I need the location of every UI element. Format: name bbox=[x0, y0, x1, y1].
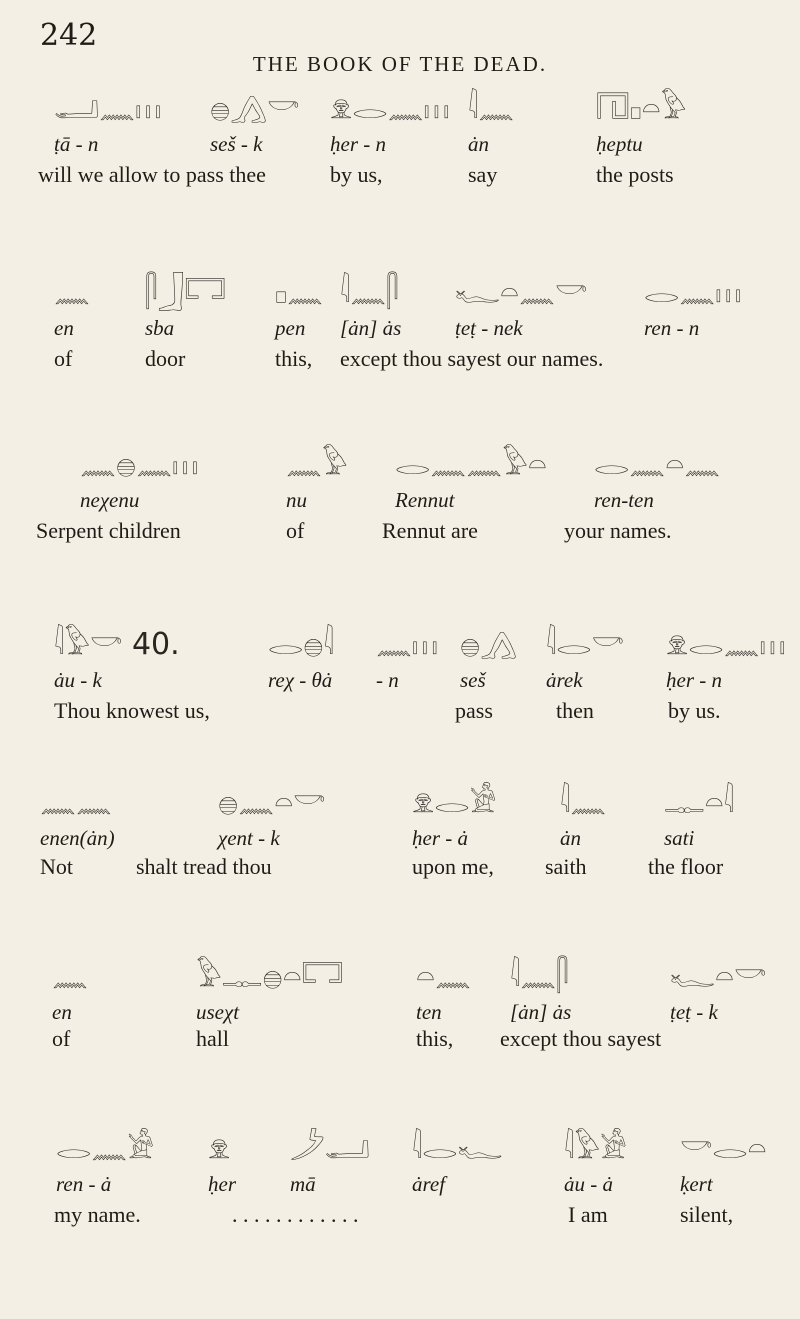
translation: of bbox=[54, 346, 73, 371]
hieroglyphs: 𓈖𓐍𓈖𓏥 bbox=[80, 447, 199, 482]
translation: this, bbox=[275, 346, 313, 371]
word bbox=[290, 1132, 370, 1196]
word bbox=[664, 786, 734, 850]
word bbox=[54, 628, 180, 692]
hieroglyphs: 𓂋𓈖𓀀 bbox=[56, 1131, 155, 1166]
transliteration: ȧn bbox=[560, 826, 581, 850]
hieroglyphs: 𓇋𓈖 bbox=[560, 785, 607, 820]
hieroglyphs: 𓁷𓂋𓈖𓏥 bbox=[666, 627, 786, 662]
translation: by us. bbox=[668, 698, 721, 723]
hieroglyphs: 𓂝𓈖𓏥 bbox=[54, 91, 162, 126]
translation: saith bbox=[545, 854, 587, 879]
hieroglyphs: 𓋴𓃀𓉐 bbox=[145, 275, 226, 310]
word bbox=[40, 786, 115, 850]
transliteration: seš - k bbox=[210, 132, 263, 156]
transliteration: neχenu bbox=[80, 488, 140, 512]
hieroglyphs: 𓈖𓈖 bbox=[40, 785, 112, 820]
translation: say bbox=[468, 162, 498, 187]
word bbox=[395, 448, 547, 512]
transliteration: ren - n bbox=[644, 316, 700, 340]
transliteration: useχt bbox=[196, 1000, 240, 1024]
hieroglyphs: 𓇋𓅱𓎡 40. bbox=[54, 627, 180, 662]
transliteration: ḥer - ȧ bbox=[412, 826, 468, 850]
transliteration: reχ - θȧ bbox=[268, 668, 333, 692]
transliteration: ḥer bbox=[208, 1172, 236, 1196]
word bbox=[560, 786, 606, 850]
transliteration: [ȧn] ȧs bbox=[340, 316, 402, 340]
transliteration: ȧref bbox=[412, 1172, 446, 1196]
word bbox=[56, 1132, 154, 1196]
word bbox=[80, 448, 198, 512]
word bbox=[412, 1132, 503, 1196]
transliteration: sati bbox=[664, 826, 695, 850]
transliteration: ȧn bbox=[468, 132, 489, 156]
translation: Not bbox=[40, 854, 73, 879]
word bbox=[52, 960, 88, 1024]
translation: Thou knowest us, bbox=[54, 698, 210, 723]
transliteration: ḥer - n bbox=[666, 668, 722, 692]
hieroglyphs: 𓁷𓂋𓀀 bbox=[412, 785, 497, 820]
translation: pass bbox=[455, 698, 493, 723]
transliteration: ḳert bbox=[680, 1172, 713, 1196]
word bbox=[210, 92, 300, 156]
translation: door bbox=[145, 346, 186, 371]
word bbox=[286, 448, 348, 512]
word bbox=[54, 92, 161, 156]
transliteration: mā bbox=[290, 1172, 316, 1196]
translation: I am bbox=[568, 1202, 608, 1227]
word bbox=[416, 960, 471, 1024]
hieroglyphs: 𓂋𓈖𓏏𓈖 bbox=[594, 447, 721, 482]
hieroglyphs: 𓊃𓏏𓇋 bbox=[664, 785, 734, 820]
hieroglyphs: 𓏏𓈖 bbox=[416, 959, 471, 994]
transliteration: seš bbox=[460, 668, 486, 692]
translation: the posts bbox=[596, 162, 674, 187]
transliteration: ren-ten bbox=[594, 488, 654, 512]
hieroglyphs: 𓎡𓂋𓏏 bbox=[680, 1131, 767, 1166]
word bbox=[644, 276, 741, 340]
translation: Rennut are bbox=[382, 518, 478, 543]
hieroglyphs: 𓂋𓈖𓏥 bbox=[644, 275, 742, 310]
transliteration: Rennut bbox=[395, 488, 455, 512]
hieroglyphs: 𓅱𓊃𓐍𓏏𓉐 bbox=[196, 959, 344, 994]
hieroglyphs: 𓈖 bbox=[54, 275, 90, 310]
hieroglyphs: 𓁷𓂋𓈖𓏥 bbox=[330, 91, 450, 126]
translation: shalt tread thou bbox=[136, 854, 272, 879]
word bbox=[670, 960, 766, 1024]
hieroglyphs: 𓇋𓈖𓋴 bbox=[510, 959, 569, 994]
word bbox=[546, 628, 624, 692]
transliteration: pen bbox=[275, 316, 306, 340]
hieroglyphs: 𓈖𓅱 bbox=[286, 447, 348, 482]
translation: hall bbox=[196, 1026, 229, 1051]
word bbox=[666, 628, 785, 692]
hieroglyphs: 𓁷 bbox=[208, 1131, 231, 1166]
translation: except thou sayest our names. bbox=[340, 346, 604, 371]
word bbox=[218, 786, 326, 850]
hieroglyphs: 𓊪𓈖 bbox=[275, 275, 323, 310]
word bbox=[596, 92, 686, 156]
hieroglyphs: 𓐍𓈖𓏏𓎡 bbox=[218, 785, 326, 820]
hieroglyphs: 𓈖𓏥 bbox=[376, 627, 438, 662]
hieroglyphs: 𓈖 bbox=[52, 959, 88, 994]
hieroglyphs: 𓂋𓈖𓈖𓅱𓏏 bbox=[395, 447, 547, 482]
word bbox=[340, 276, 401, 340]
translation: Serpent children bbox=[36, 518, 181, 543]
word bbox=[268, 628, 334, 692]
translation: will we allow to pass thee bbox=[38, 162, 266, 187]
hieroglyphs: 𓇋𓂋𓆑 bbox=[412, 1131, 503, 1166]
translation: your names. bbox=[564, 518, 672, 543]
transliteration: ṭeṭ - nek bbox=[455, 316, 523, 340]
transliteration: - n bbox=[376, 668, 399, 692]
transliteration: enen(ȧn) bbox=[40, 826, 115, 850]
hieroglyphs: 𓇋𓂋𓎡 bbox=[546, 627, 624, 662]
word bbox=[412, 786, 497, 850]
transliteration: ȧu - k bbox=[54, 668, 102, 692]
translation: this, bbox=[416, 1026, 454, 1051]
word bbox=[510, 960, 571, 1024]
word bbox=[468, 92, 514, 156]
transliteration: ḥer - n bbox=[330, 132, 386, 156]
page-number: 242 bbox=[40, 18, 98, 53]
hieroglyphs: 𓂋𓐍𓇋 bbox=[268, 627, 334, 662]
transliteration: en bbox=[52, 1000, 72, 1024]
hieroglyphs: 𓆑𓏏𓈖𓎡 bbox=[455, 275, 588, 310]
word bbox=[376, 628, 438, 692]
translation: except thou sayest bbox=[500, 1026, 662, 1051]
transliteration: nu bbox=[286, 488, 307, 512]
hieroglyphs: 𓇋𓈖 bbox=[468, 91, 515, 126]
transliteration: ḥeptu bbox=[596, 132, 643, 156]
transliteration: sba bbox=[145, 316, 175, 340]
transliteration: ȧu - ȧ bbox=[564, 1172, 613, 1196]
transliteration: en bbox=[54, 316, 74, 340]
transliteration: ȧrek bbox=[546, 668, 583, 692]
word bbox=[208, 1132, 236, 1196]
word bbox=[594, 448, 720, 512]
transliteration: ṭā - n bbox=[54, 132, 99, 156]
translation: silent, bbox=[680, 1202, 734, 1227]
hieroglyphs: 𓉔𓊪𓏏𓅱 bbox=[596, 91, 687, 126]
word bbox=[196, 960, 343, 1024]
word bbox=[564, 1132, 627, 1196]
word bbox=[460, 628, 517, 692]
running-head: THE BOOK OF THE DEAD. bbox=[252, 52, 548, 76]
translation: then bbox=[556, 698, 594, 723]
transliteration: ren - ȧ bbox=[56, 1172, 112, 1196]
hieroglyphs: 𓌳𓂝 bbox=[290, 1131, 370, 1166]
word bbox=[275, 276, 323, 340]
word bbox=[330, 92, 449, 156]
hieroglyphs: 𓆑𓏏𓎡 bbox=[670, 959, 767, 994]
translation: of bbox=[52, 1026, 71, 1051]
translation: my name. bbox=[54, 1202, 141, 1227]
translation: of bbox=[286, 518, 305, 543]
hieroglyphs: 𓐍𓂻 bbox=[460, 627, 518, 662]
translation: . . . . . . . . . . . . bbox=[232, 1202, 359, 1227]
translation: upon me, bbox=[412, 854, 494, 879]
hieroglyphs: 𓇋𓈖𓋴 bbox=[340, 275, 399, 310]
transliteration: χent - k bbox=[218, 826, 280, 850]
word bbox=[145, 276, 226, 340]
hieroglyphs: 𓐍𓂻𓎡 bbox=[210, 91, 300, 126]
hieroglyphs: 𓇋𓅱𓀀 bbox=[564, 1131, 627, 1166]
translation: by us, bbox=[330, 162, 383, 187]
word bbox=[680, 1132, 767, 1196]
word bbox=[54, 276, 90, 340]
translation: the floor bbox=[648, 854, 724, 879]
transliteration: ten bbox=[416, 1000, 442, 1024]
word bbox=[455, 276, 587, 340]
transliteration: [ȧn] ȧs bbox=[510, 1000, 572, 1024]
transliteration: ṭeṭ - k bbox=[670, 1000, 718, 1024]
